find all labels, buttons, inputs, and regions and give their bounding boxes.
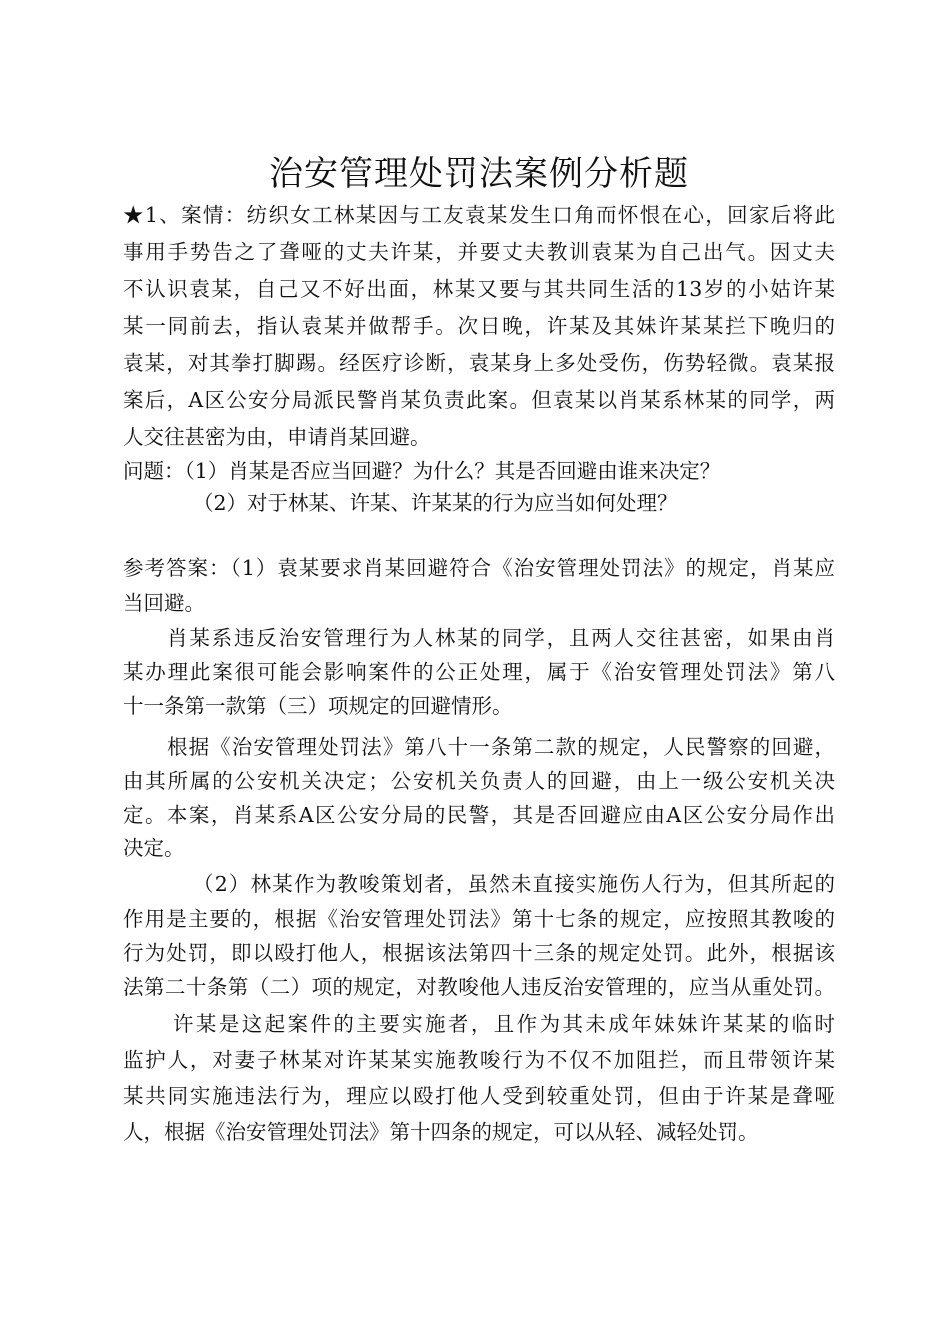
case-line: 不认识袁某，自己又不好出面，林某又要与其共同生活的13岁的小姑许某 — [123, 277, 835, 301]
answer-line: （2）林某作为教唆策划者，虽然未直接实施伤人行为，但其所起的 — [193, 872, 835, 896]
answer-line: 当回避。 — [123, 591, 205, 615]
case-line: 袁某，对其拳打脚踢。经医疗诊断，袁某身上多处受伤，伤势轻微。袁某报 — [123, 351, 835, 375]
question-1: 问题：（1）肖某是否应当回避？为什么？其是否回避由谁来决定？ — [123, 459, 721, 483]
case-line: 案后，A区公安分局派民警肖某负责此案。但袁某以肖某系林某的同学，两 — [123, 388, 835, 412]
answer-line: 由其所属的公安机关决定；公安机关负责人的回避，由上一级公安机关决 — [123, 769, 835, 793]
answer-line: 肖某系违反治安管理行为人林某的同学，且两人交往甚密，如果由肖 — [167, 626, 835, 650]
answer-line: 某共同实施违法行为，理应以殴打他人受到较重处罚，但由于许某是聋哑 — [123, 1084, 835, 1108]
answer-line: 作用是主要的，根据《治安管理处罚法》第十七条的规定，应按照其教唆的 — [123, 907, 835, 931]
document-title: 治安管理处罚法案例分析题 — [269, 154, 689, 194]
answer-line: 某办理此案很可能会影响案件的公正处理，属于《治安管理处罚法》第八 — [123, 660, 835, 684]
answer-line: 参考答案：（1）袁某要求肖某回避符合《治安管理处罚法》的规定，肖某应 — [123, 556, 835, 580]
question-2: （2）对于林某、许某、许某某的行为应当如何处理？ — [193, 491, 678, 515]
answer-line: 十一条第一款第（三）项规定的回避情形。 — [123, 694, 513, 718]
answer-line: 法第二十条第（二）项的规定，对教唆他人违反治安管理的，应当从重处罚。 — [123, 975, 835, 999]
case-line: 人交往甚密为由，申请肖某回避。 — [123, 425, 431, 449]
answer-line: 人，根据《治安管理处罚法》第十四条的规定，可以从轻、减轻处罚。 — [123, 1120, 759, 1144]
answer-line: 行为处罚，即以殴打他人，根据该法第四十三条的规定处罚。此外，根据该 — [123, 941, 835, 965]
answer-line: 许某是这起案件的主要实施者，且作为其未成年妹妹许某某的临时 — [173, 1012, 835, 1036]
answer-line: 定。本案，肖某系A区公安分局的民警，其是否回避应由A区公安分局作出 — [123, 803, 835, 827]
answer-line: 决定。 — [123, 836, 185, 860]
case-line: 某一同前去，指认袁某并做帮手。次日晚，许某及其妹许某某拦下晚归的 — [123, 314, 835, 338]
answer-line: 根据《治安管理处罚法》第八十一条第二款的规定，人民警察的回避， — [167, 735, 835, 759]
case-line: ★1、案情：纺织女工林某因与工友袁某发生口角而怀恨在心，回家后将此 — [123, 203, 835, 227]
case-line: 事用手势告之了聋哑的丈夫许某，并要丈夫教训袁某为自己出气。因丈夫 — [123, 240, 835, 264]
answer-line: 监护人，对妻子林某对许某某实施教唆行为不仅不加阻拦，而且带领许某 — [123, 1048, 835, 1072]
